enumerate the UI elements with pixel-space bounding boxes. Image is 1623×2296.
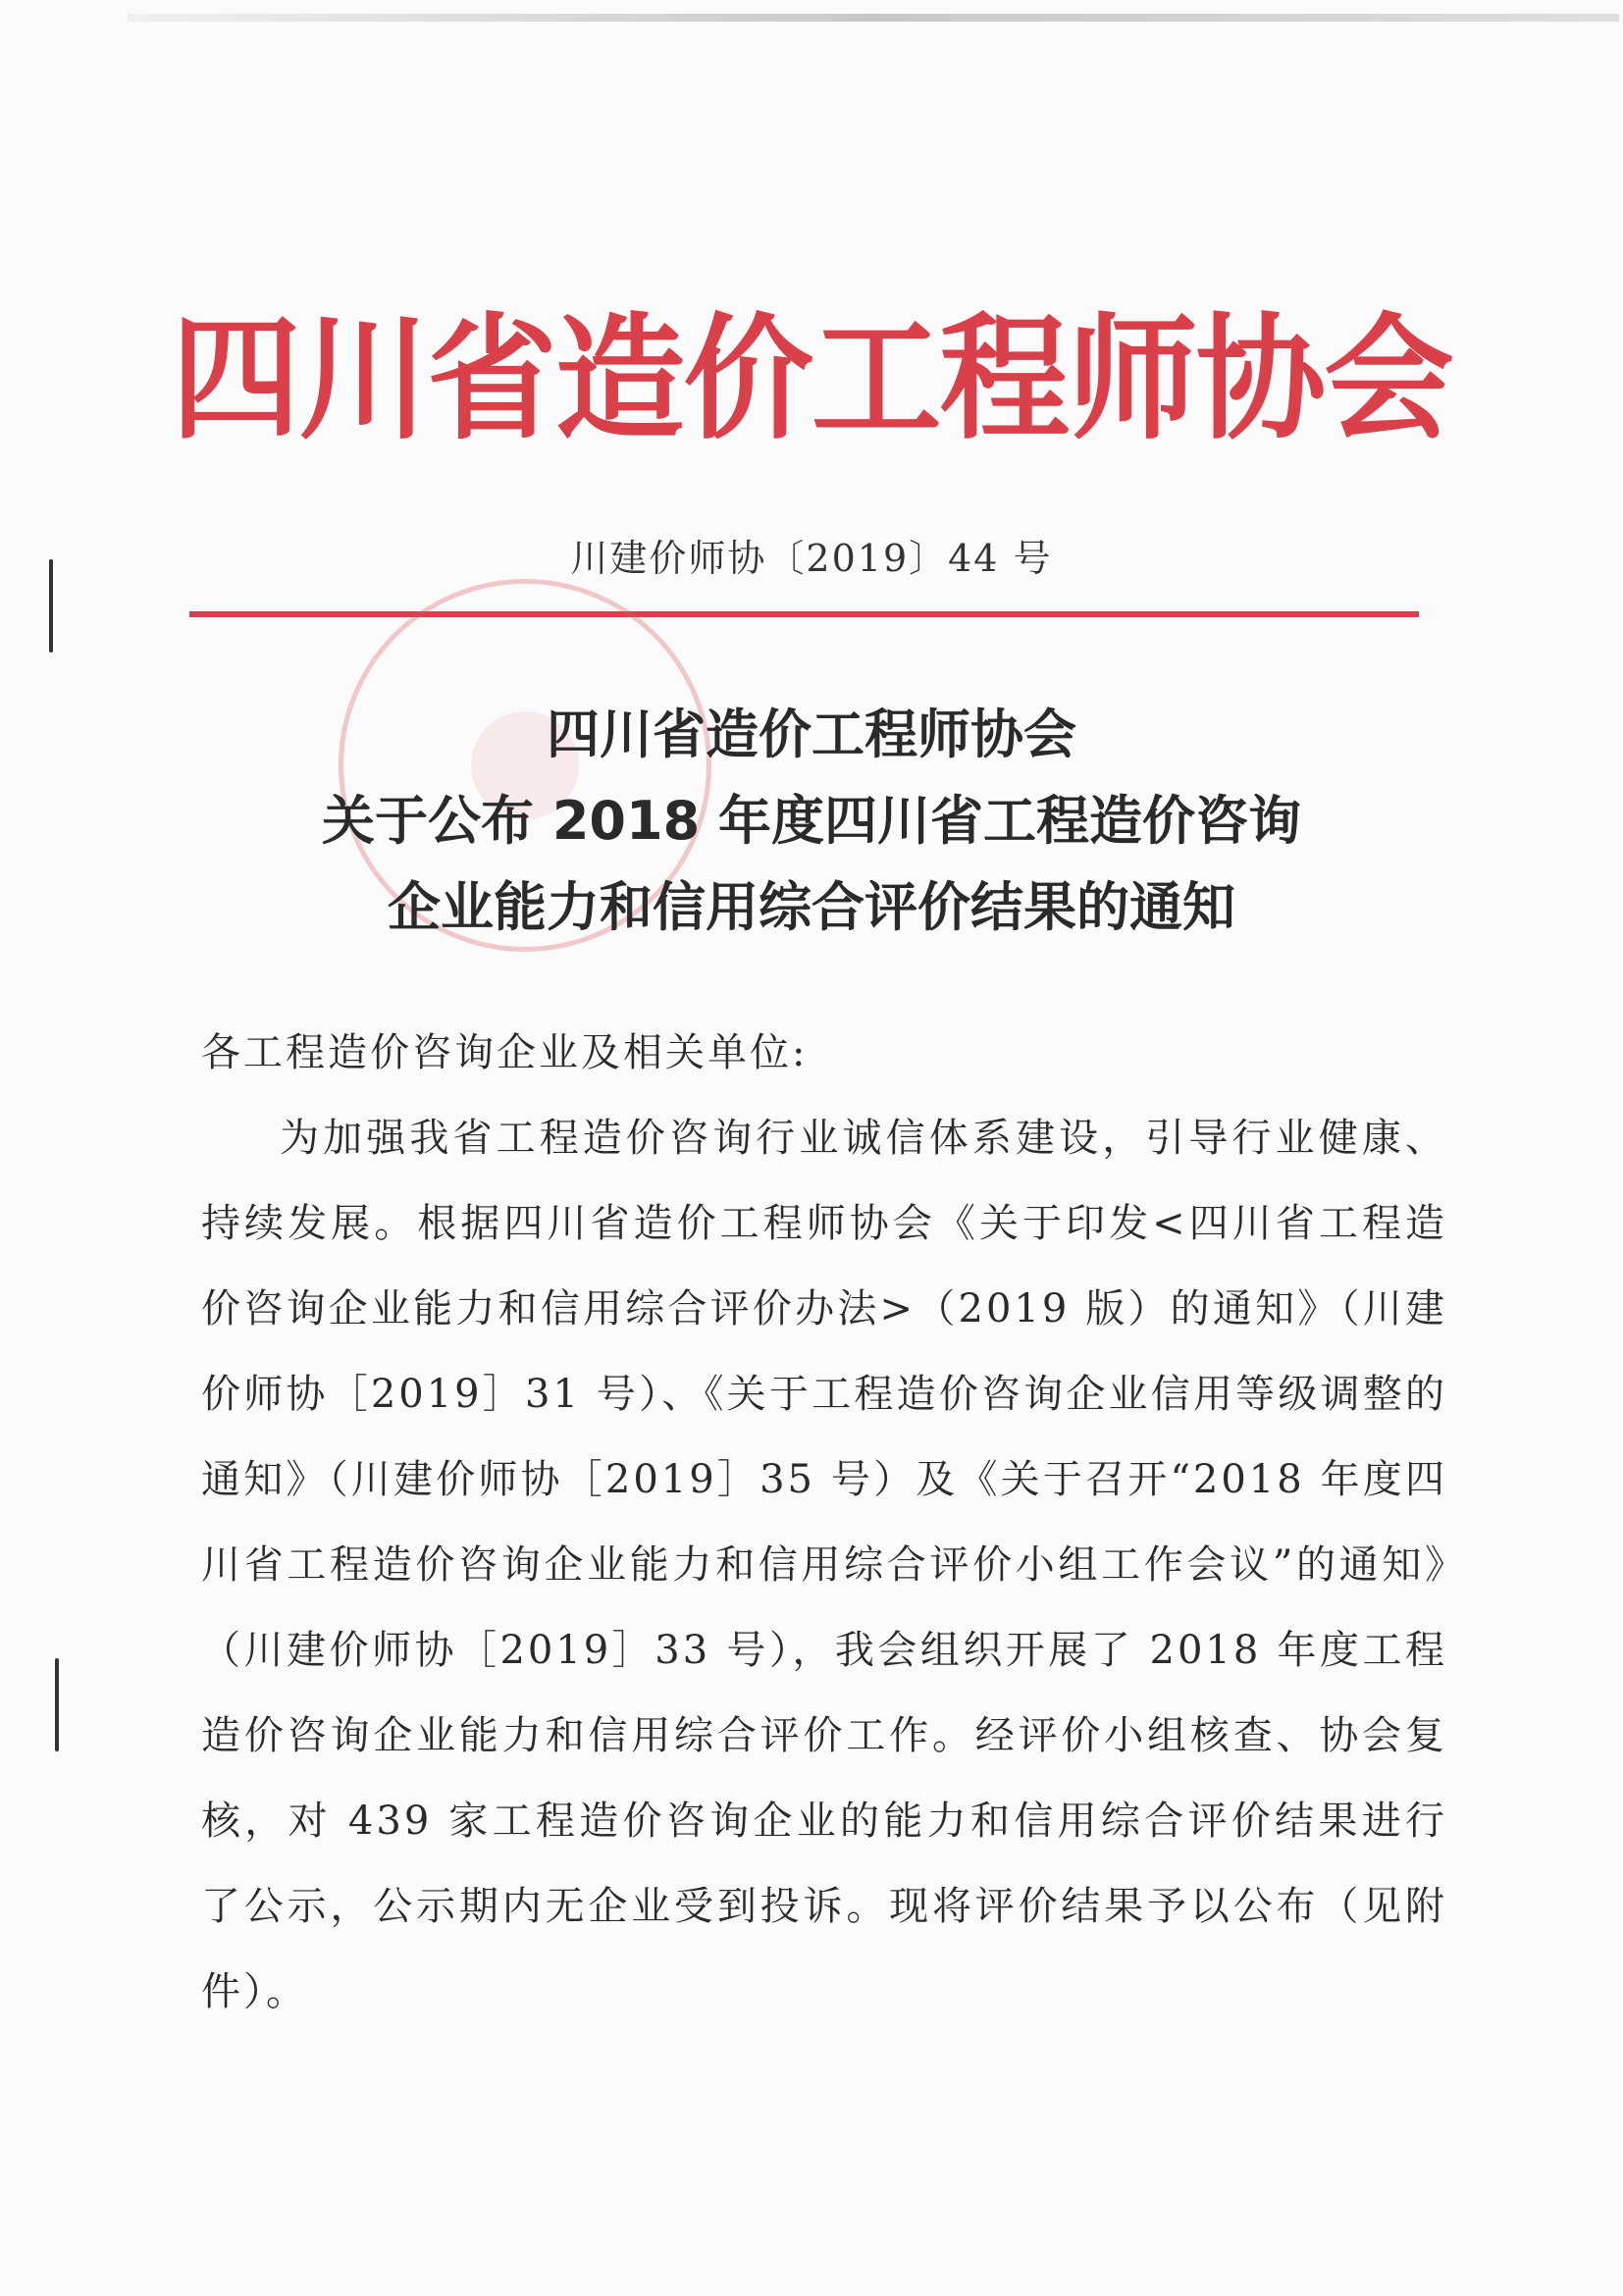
title-line: 四川省造价工程师协会 (547, 704, 1076, 765)
binding-hole-mark (55, 1658, 59, 1751)
letterhead-divider (189, 611, 1419, 617)
document-title (0, 692, 1623, 951)
scan-edge-shadow (128, 14, 1619, 22)
document-body (201, 1011, 1447, 2035)
letterhead-org-name: 四川省造价工程师协会 (171, 300, 1452, 458)
title-line: 关于公布 2018 年度四川省工程造价咨询 (322, 790, 1301, 852)
title-line: 企业能力和信用综合评价结果的通知 (388, 876, 1235, 938)
document-number: 川建价师协〔2019〕44 号 (570, 537, 1053, 580)
salutation: 各工程造价咨询企业及相关单位: (201, 1030, 809, 1075)
body-paragraph: 为加强我省工程造价咨询行业诚信体系建设，引导行业健康、持续发展。根据四川省造价工程师协会《关于印发<四川省工程造价咨询企业能力和信用综合评价办法>（2019 版）的通知》（川建价师协［2019］31 号）、《关于工程造价咨询企业信用等级调整的通知》（川建价师协［2019］35 号）及《关于召开“2018 年度四川省工程造价咨询企业能力和信用综合评价小组工作会议”的通知》（川建价师协［2019］33 号），我会组织开展了 2018 年度工程造价咨询企业能力和信用综合评价工作。经评价小组核查、协会复核，对 439 家工程造价咨询企业的能力和信用综合评价结果进行了公示，公示期内无企业受到投诉。现将评价结果予以公布（见附件）。 (201, 1116, 1447, 2014)
